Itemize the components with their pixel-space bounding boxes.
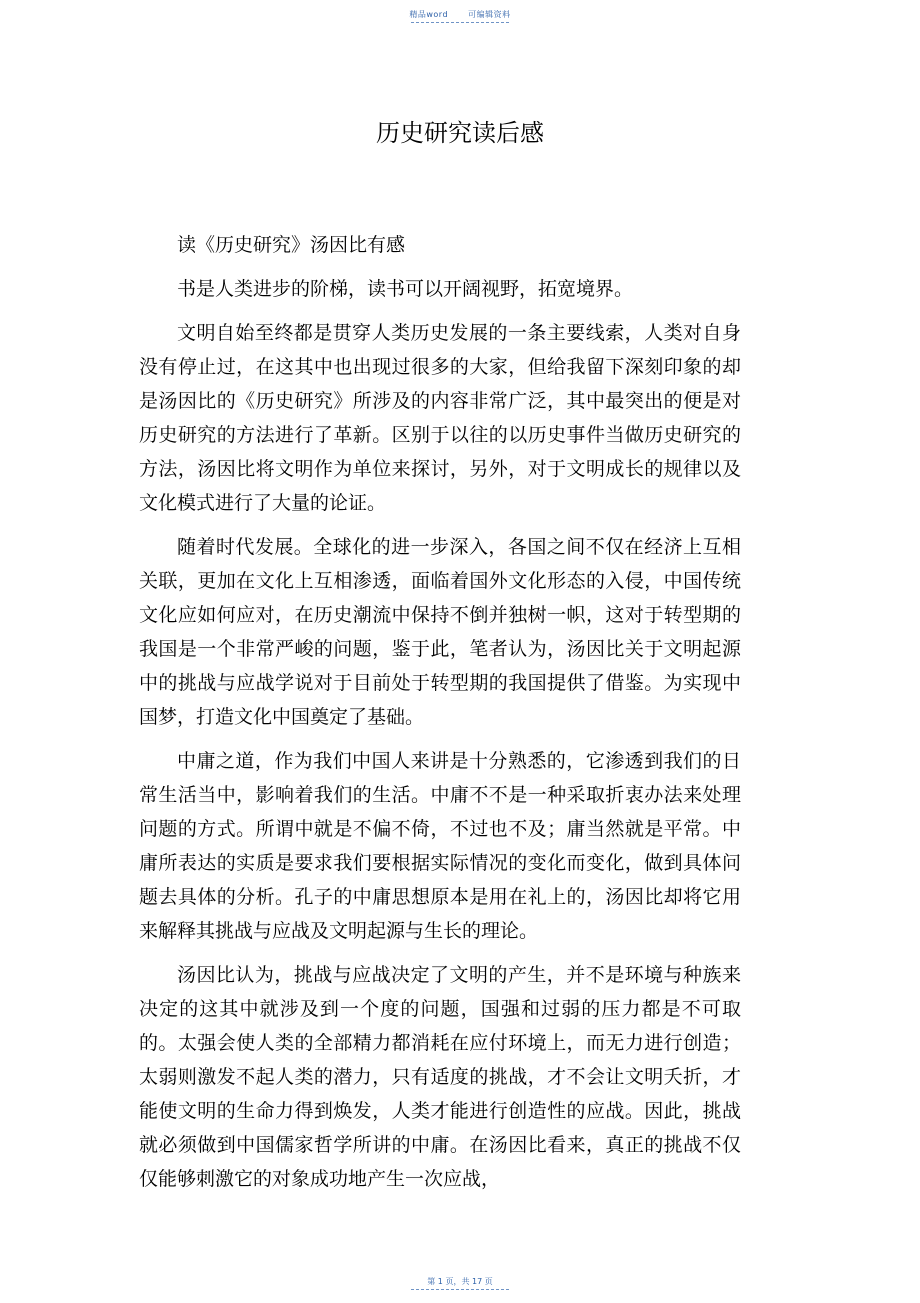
paragraph: 文明自始至终都是贯穿人类历史发展的一条主要线索，人类对自身没有停止过，在这其中也出现过很多的大家，但给我留下深刻印象的却是汤因比的《历史研究》所涉及的内容非常广泛，其中最突出的便是对历史研究的方法进行了革新。区别于以往的以历史事件当做历史研究的方法，汤因比将文明作为单位来探讨，另外，对于文明成长的规律以及文化模式进行了大量的论证。 <box>139 322 741 514</box>
paragraph: 随着时代发展。全球化的进一步深入，各国之间不仅在经济上互相关联，更加在文化上互相渗透，面临着国外文化形态的入侵，中国传统文化应如何应对，在历史潮流中保持不倒并独树一帜，这对于转型期的我国是一个非常严峻的问题，鉴于此，笔者认为，汤因比关于文明起源中的挑战与应战学说对于目前处于转型期的我国提供了借鉴。为实现中国梦，打造文化中国奠定了基础。 <box>139 536 741 728</box>
header-divider <box>411 22 509 23</box>
paragraph-subtitle: 读《历史研究》汤因比有感 <box>177 234 406 256</box>
page-number: 第 1 页，共 17 页 <box>427 1277 493 1286</box>
paragraph: 书是人类进步的阶梯，读书可以开阔视野，拓宽境界。 <box>177 278 634 300</box>
document-title: 历史研究读后感 <box>376 119 544 147</box>
footer-divider <box>411 1289 509 1290</box>
header-right-text: 可编辑资料 <box>468 10 511 19</box>
paragraph: 汤因比认为，挑战与应战决定了文明的产生，并不是环境与种族来决定的这其中就涉及到一个度的问题，国强和过弱的压力都是不可取的。太强会使人类的全部精力都消耗在应付环境上，而无力进行创造；太弱则激发不起人类的潜力，只有适度的挑战，才不会让文明夭折，才能使文明的生命力得到焕发，人类才能进行创造性的应战。因此，挑战就必须做到中国儒家哲学所讲的中庸。在汤因比看来，真正的挑战不仅仅能够刺激它的对象成功地产生一次应战， <box>139 964 741 1190</box>
paragraph: 中庸之道，作为我们中国人来讲是十分熟悉的，它渗透到我们的日常生活当中，影响着我们的生活。中庸不不是一种采取折衷办法来处理问题的方式。所谓中就是不偏不倚，不过也不及；庸当然就是平常。中庸所表达的实质是要求我们要根据实际情况的变化而变化，做到具体问题去具体的分析。孔子的中庸思想原本是用在礼上的，汤因比却将它用来解释其挑战与应战及文明起源与生长的理论。 <box>139 750 741 942</box>
document-body <box>139 228 741 1206</box>
header-left-text: 精品word <box>409 10 449 19</box>
page-header <box>0 9 920 20</box>
